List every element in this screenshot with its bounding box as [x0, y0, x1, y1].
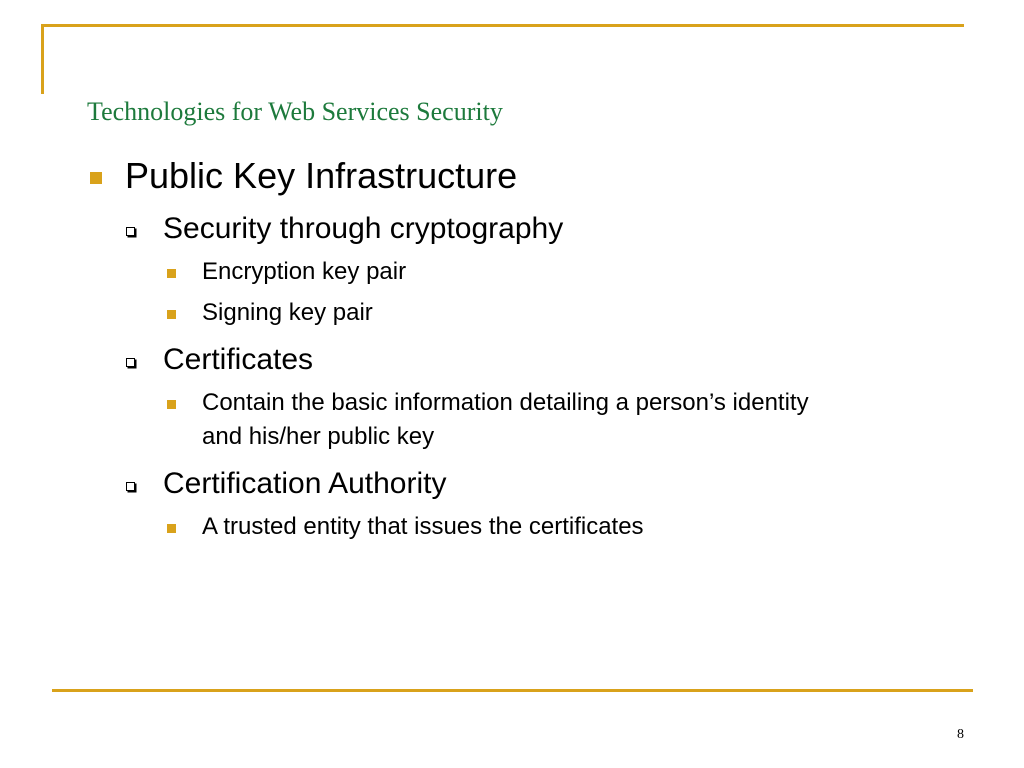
- sub-bullet-certification-authority: Certification Authority: [163, 467, 447, 500]
- page-number: 8: [957, 727, 964, 742]
- filled-square-bullet-icon: [90, 172, 102, 184]
- filled-square-bullet-icon: [167, 524, 176, 533]
- hollow-square-bullet-icon: [126, 482, 135, 491]
- bullet-public-key-infrastructure: Public Key Infrastructure: [125, 155, 518, 196]
- frame-left-accent: [41, 24, 44, 94]
- filled-square-bullet-icon: [167, 310, 176, 319]
- item-signing-key-pair: Signing key pair: [202, 299, 373, 326]
- footer-divider: [52, 689, 973, 692]
- item-certificate-contents-line-1: Contain the basic information detailing a person’s identity: [202, 389, 809, 416]
- hollow-square-bullet-icon: [126, 358, 135, 367]
- filled-square-bullet-icon: [167, 400, 176, 409]
- filled-square-bullet-icon: [167, 269, 176, 278]
- item-trusted-entity: A trusted entity that issues the certificates: [202, 513, 644, 540]
- item-encryption-key-pair: Encryption key pair: [202, 258, 407, 285]
- item-certificate-contents-line-2: and his/her public key: [202, 423, 435, 450]
- hollow-square-bullet-icon: [126, 227, 135, 236]
- frame-top-accent: [41, 24, 964, 27]
- sub-bullet-security-through-cryptography: Security through cryptography: [163, 212, 564, 245]
- sub-bullet-certificates: Certificates: [163, 343, 314, 376]
- slide-title: Technologies for Web Services Security: [87, 97, 503, 126]
